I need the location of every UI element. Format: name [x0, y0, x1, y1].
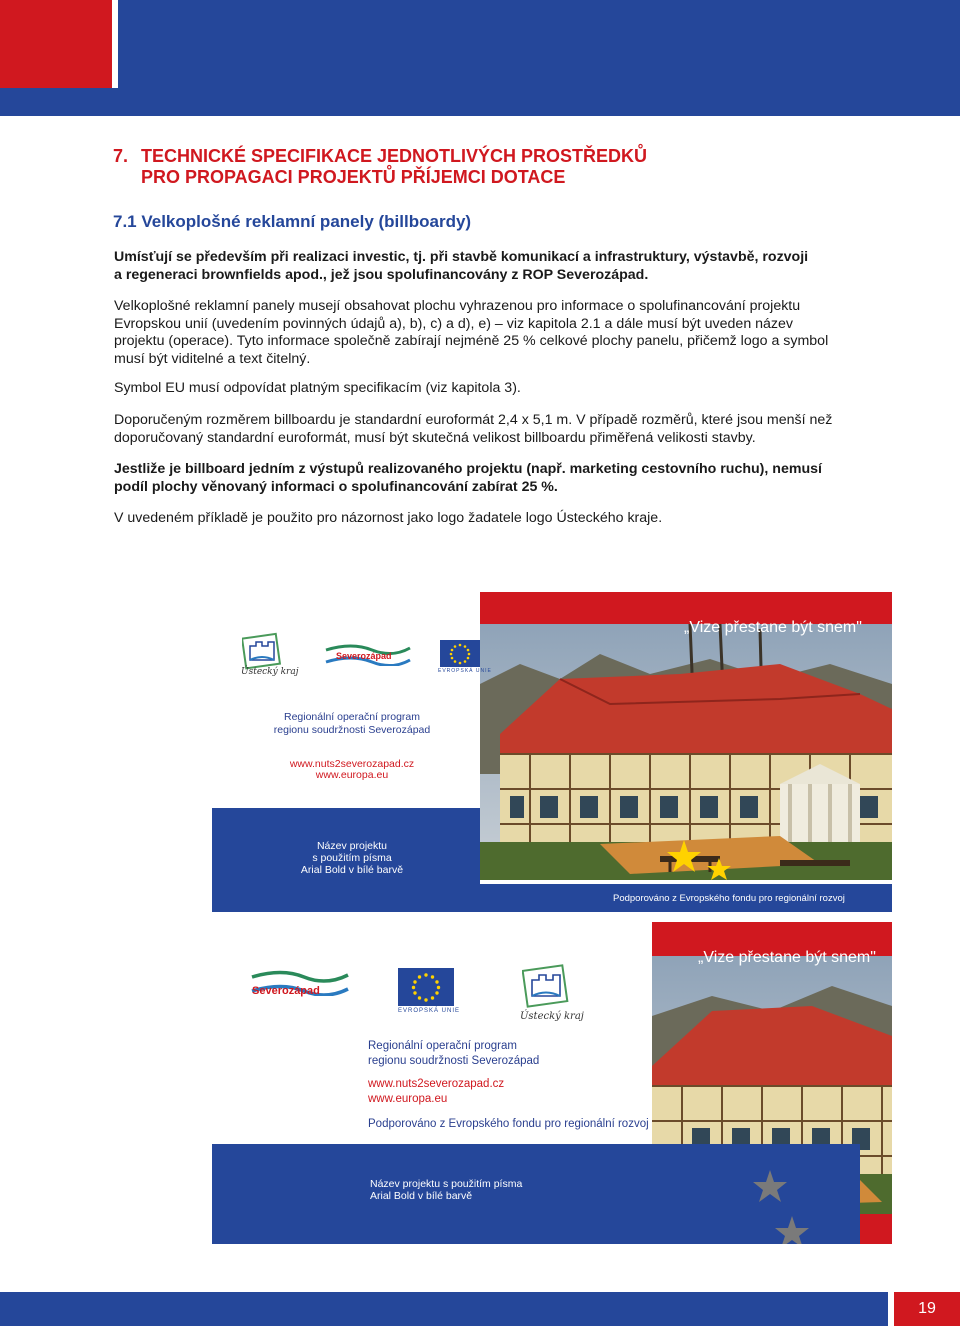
paragraph-line: Symbol EU musí odpovídat platným specifikacím (viz kapitola 3). [114, 380, 521, 396]
project-name-line1: Název projektu s použitím písma [370, 1178, 523, 1190]
project-name-line2: s použitím písma [312, 852, 392, 864]
paragraph-line: doporučovaný standardní euroformát, musí být skutečná velikost billboardu přiměřená velikosti stavby. [114, 429, 756, 446]
program-line2: regionu soudržnosti Severozápad [273, 724, 431, 736]
subsection-heading: 7.1 Velkoplošné reklamní panely (billboardy) [113, 212, 472, 231]
web-link-1[interactable]: www.nuts2severozapad.cz [368, 1078, 505, 1090]
star-decoration-icon [664, 830, 744, 890]
paragraph-line: Doporučeným rozměrem billboardu je standardní euroformát 2,4 x 5,1 m. V případě rozměrů, které jsou menší než [114, 412, 833, 428]
paragraph-line: podíl plochy věnovaný informaci o spolufinancování zabírat 25 %. [114, 478, 558, 495]
project-name-line3: Arial Bold v bílé barvě [300, 864, 404, 876]
severozapad-logo-text: Severozápad [336, 651, 392, 661]
eu-caption: EVROPSKÁ UNIE [398, 1008, 461, 1014]
billboard-example-1 [212, 592, 892, 912]
header-blue-band [118, 0, 960, 88]
paragraph-example [114, 510, 870, 528]
eu-caption: EVROPSKÁ UNIE [438, 668, 492, 674]
page-number: 19 [918, 1300, 936, 1317]
section-title-line2: PRO PROPAGACI PROJEKTŮ PŘÍJEMCI DOTACE [141, 167, 566, 187]
star-decoration-icon [752, 1166, 812, 1244]
eu-flag [440, 640, 480, 667]
eu-stars-icon [440, 640, 480, 667]
paragraph-line: a regeneraci brownfields apod., jež jsou spolufinancovány z ROP Severozápad. [114, 266, 649, 283]
paragraph-size [114, 412, 870, 447]
region-logo-caption: Ústecký kraj [241, 667, 299, 677]
support-text: Podporováno z Evropského fondu pro regionální rozvoj [613, 893, 845, 904]
paragraph-content [114, 298, 870, 368]
slogan-text: „Vize přestane být snem" [698, 949, 876, 966]
eu-stars-icon [398, 968, 454, 1006]
paragraph-line: projektu (operace). Tyto informace společně zabírají nejméně 25 % celkové plochy panelu, přičemž logo a symbol [114, 333, 829, 350]
project-name-line1: Název projektu [316, 840, 388, 852]
section-title-line1: TECHNICKÉ SPECIFIKACE JEDNOTLIVÝCH PROSTŘEDKŮ [141, 146, 648, 166]
paragraph-line: musí být viditelné a text čitelný. [114, 350, 311, 367]
paragraph-exception [114, 461, 870, 496]
header-blue-strip [0, 88, 960, 116]
program-line2: regionu soudržnosti Severozápad [368, 1055, 540, 1067]
billboard-example-2 [212, 922, 892, 1244]
slogan-text: „Vize přestane být snem" [684, 619, 862, 636]
web-link-2[interactable]: www.europa.eu [315, 769, 389, 781]
paragraph-line: Umísťují se především při realizaci investic, tj. při stavbě komunikací a infrastruktury, výstavbě, rozvoji [114, 249, 809, 265]
region-crest-icon [522, 962, 572, 1010]
paragraph-line: Velkoplošné reklamní panely musejí obsahovat plochu vyhrazenou pro informace o spolufinancování projektu [114, 298, 801, 314]
footer-blue-band [0, 1292, 888, 1326]
corner-red-block [860, 1214, 892, 1244]
section-number: 7. [113, 146, 129, 166]
paragraph-line: Jestliže je billboard jedním z výstupů realizovaného projektu (např. marketing cestovního ruchu), nemusí [114, 461, 822, 477]
paragraph-intro [114, 249, 870, 284]
program-line1: Regionální operační program [368, 1040, 517, 1052]
web-link-2[interactable]: www.europa.eu [368, 1093, 448, 1105]
paragraph-line: Evropskou unií (uvedením povinných údajů a), b), c) a d), e) – viz kapitola 2.1 a dále musí být uveden název [114, 315, 794, 332]
eu-flag [398, 968, 454, 1006]
project-name-line2: Arial Bold v bílé barvě [370, 1190, 473, 1202]
paragraph-symbol [114, 380, 870, 398]
header-red-band [0, 0, 112, 88]
region-logo [522, 962, 572, 1012]
program-line1: Regionální operační program [284, 711, 420, 723]
severozapad-logo-text: Severozápad [252, 985, 320, 997]
web-link-1[interactable]: www.nuts2severozapad.cz [289, 758, 415, 770]
support-text: Podporováno z Evropského fondu pro regionální rozvoj [368, 1118, 649, 1130]
region-logo-caption: Ústecký kraj [520, 1011, 584, 1022]
paragraph-line: V uvedeném příkladě je použito pro názornost jako logo žadatele logo Ústeckého kraje. [114, 510, 663, 526]
